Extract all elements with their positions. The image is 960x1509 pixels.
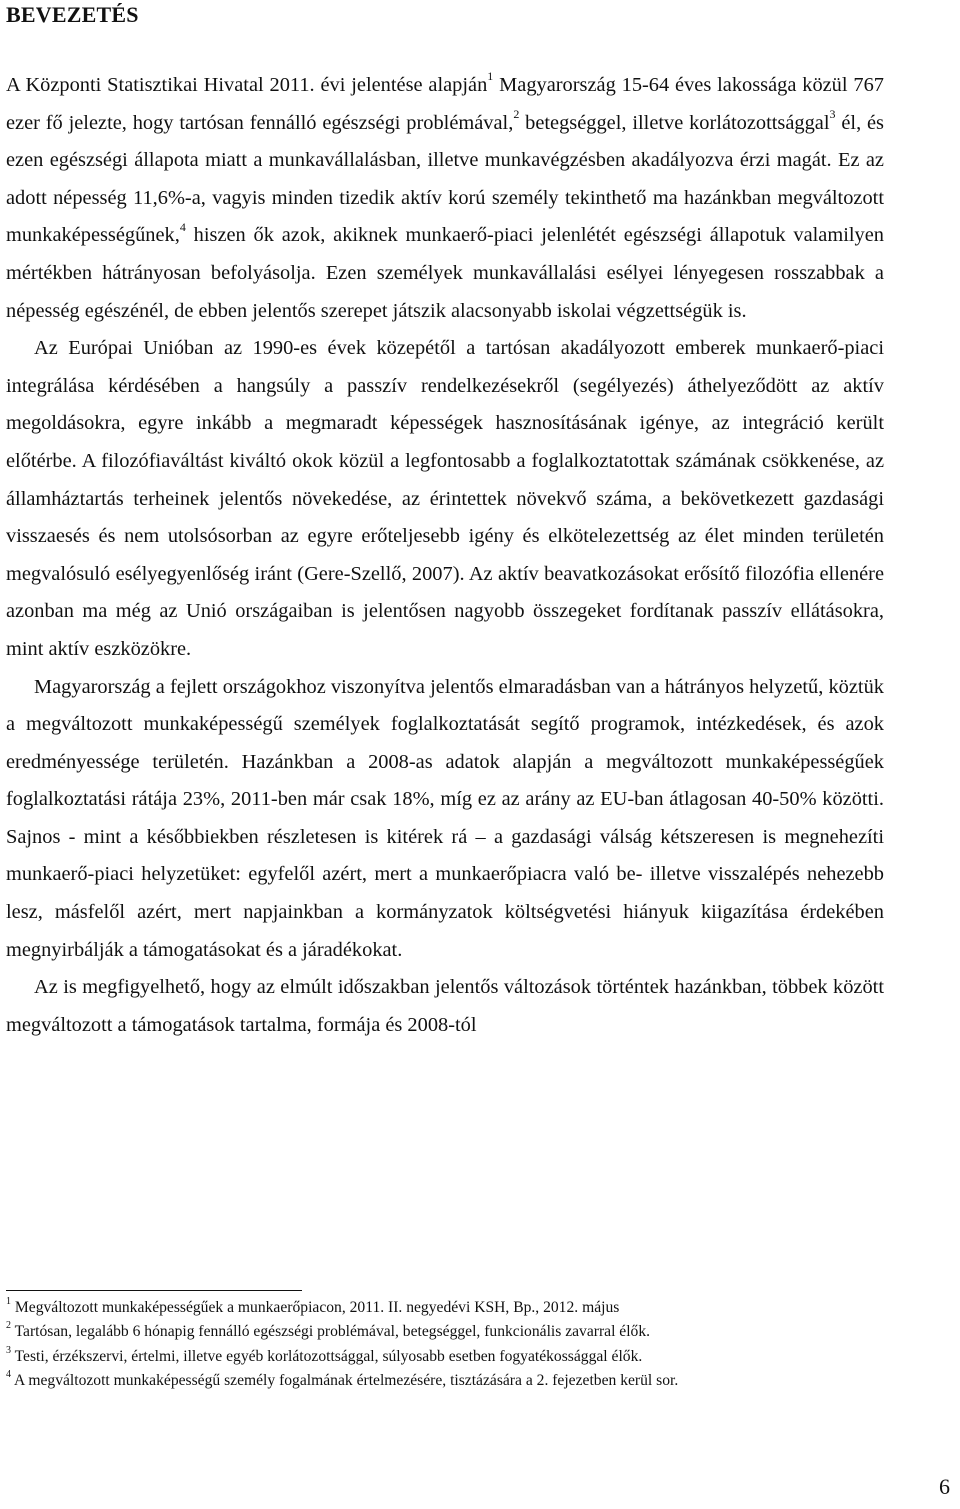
footnote-4	[6, 1369, 886, 1393]
body-text	[6, 67, 884, 1044]
footnote-separator	[6, 1290, 302, 1291]
footnote-text: Tartósan, legalább 6 hónapig fennálló egészségi problémával, betegséggel, funkcionális zavarral élők.	[14, 1323, 651, 1341]
paragraph-1	[6, 67, 884, 330]
footnote-3	[6, 1345, 886, 1369]
page-number: 6	[939, 1474, 950, 1499]
footnote-number: 4	[6, 1369, 11, 1381]
paragraph-1-part-d: él, és ezen egészségi állapota miatt a munkavállalásban, illetve munkavégzésben akadályozva érzi magát. Ez az adott népesség 11,6%-a, vagyis minden tizedik aktív korú személy tekinthető ma hazánkban megváltozott munkaképességűnek,	[6, 111, 884, 247]
footnote-1	[6, 1296, 886, 1320]
paragraph-2: Az Európai Unióban az 1990-es évek közepétől a tartósan akadályozott emberek munkaerő-piaci integrálása kérdésében a hangsúly a passzív rendelkezésekről (segélyezés) áthelyeződött az aktív megoldásokra, egyre inkább a megmaradt képességek hasznosításának igénye, az integráció került előtérbe. A filozófiaváltást kiváltó okok közül a legfontosabb a foglalkoztatottak számának csökkenése, az államháztartás terheinek jelentős növekedése, az érintettek növekvő száma, a bekövetkezett gazdasági visszaesés és nem utolsósorban az egyre erőteljesebb igény és elkötelezettség az élet minden területén megvalósuló esélyegyenlőség iránt (Gere-Szellő, 2007). Az aktív beavatkozásokat erősítő filozófia ellenére azonban ma még az Unió országaiban is jelentősen nagyobb összegeket fordítanak passzív ellátásokra, mint aktív eszközökre.	[6, 337, 884, 660]
footnote-2	[6, 1320, 886, 1344]
footnote-ref-4: 4	[179, 219, 186, 234]
paragraph-1-part-a: A Központi Statisztikai Hivatal 2011. évi jelentése alapján	[6, 74, 488, 96]
paragraph-3: Magyarország a fejlett országokhoz viszonyítva jelentős elmaradásban van a hátrányos helyzetű, köztük a megváltozott munkaképességű személyek foglalkoztatását segítő programok, intézkedések, és azok eredményessége területén. Hazánkban a 2008-as adatok alapján a megváltozott munkaképességűek foglalkoztatási rátája 23%, 2011-ben már csak 18%, míg ez az arány az EU-ban átlagosan 40-50% közötti. Sajnos - mint a későbbiekben részletesen is kitérek rá – a gazdasági válság kétszeresen is megnehezíti munkaerő-piaci helyzetüket: egyfelől azért, mert a munkaerőpiacra való be- illetve visszalépés nehezebb lesz, másfelől azért, mert napjainkban a kormányzatok költségvetési hiányuk kiigazítása érdekében megnyirbálják a támogatásokat és a járadékokat.	[6, 675, 884, 961]
paragraph-1-part-c: betegséggel, illetve korlátozottsággal	[519, 111, 830, 134]
footnote-number: 2	[6, 1320, 11, 1332]
footnote-text: Megváltozott munkaképességűek a munkaerőpiacon, 2011. II. negyedévi KSH, Bp., 2012. május	[14, 1299, 620, 1316]
footnote-text: A megváltozott munkaképességű személy fogalmának értelmezésére, tisztázására a 2. fejezetben kerül sor.	[14, 1372, 679, 1390]
footnote-text: Testi, érzékszervi, értelmi, illetve egyéb korlátozottsággal, súlyosabb esetben fogyatékossággal élők.	[14, 1347, 643, 1365]
paragraph-1-part-e: hiszen ők azok, akiknek munkaerő-piaci jelenlétét egészségi állapotuk valamilyen mértékben hátrányosan befolyásolja. Ezen személyek munkavállalási esélyei lényegesen rosszabbak a népesség egészénél, de ebben jelentős szerepet játszik alacsonyabb iskolai végzettségük is.	[6, 224, 884, 322]
footnote-number: 1	[6, 1295, 11, 1307]
paragraph-1-part-b: Magyarország 15-64 éves lakossága közül 767 ezer fő jelezte, hogy tartósan fennálló egészségi problémával,	[6, 74, 884, 134]
paragraph-4: Az is megfigyelhető, hogy az elmúlt időszakban jelentős változások történtek hazánkban, többek között megváltozott a támogatások tartalma, formája és 2008-tól	[6, 976, 884, 1036]
section-heading: BEVEZETÉS	[6, 2, 139, 27]
footnotes	[6, 1296, 886, 1394]
footnote-ref-1: 1	[487, 69, 494, 84]
footnote-number: 3	[6, 1344, 11, 1356]
footnote-ref-3: 3	[829, 106, 836, 121]
footnote-ref-2: 2	[513, 106, 520, 121]
